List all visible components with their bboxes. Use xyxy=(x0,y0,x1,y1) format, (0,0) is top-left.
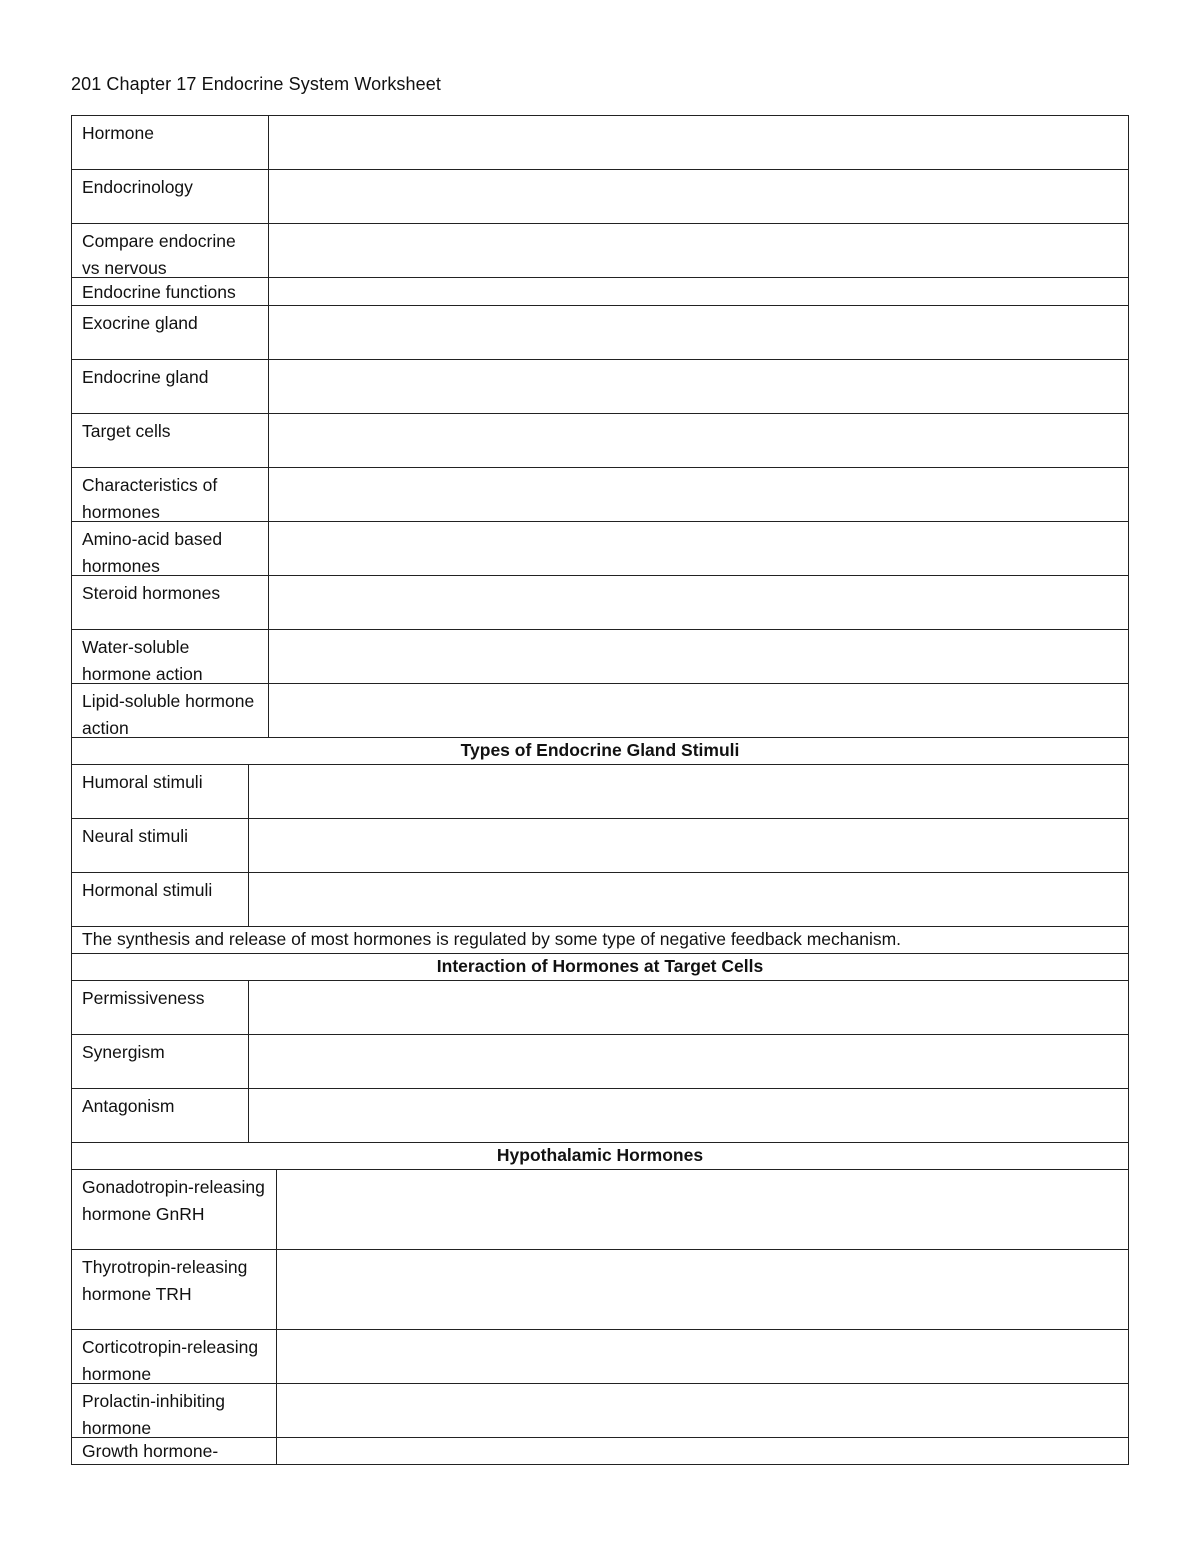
table-row xyxy=(72,170,1128,224)
table-row xyxy=(72,1170,1128,1250)
answer-cell[interactable] xyxy=(269,684,1128,737)
answer-cell[interactable] xyxy=(269,576,1128,629)
answer-cell[interactable] xyxy=(269,414,1128,467)
table-row xyxy=(72,224,1128,278)
answer-cell[interactable] xyxy=(269,116,1128,169)
row-label: Synergism xyxy=(72,1035,249,1088)
table-row xyxy=(72,360,1128,414)
feedback-note: The synthesis and release of most hormones is regulated by some type of negative feedback mechanism. xyxy=(72,927,1128,954)
table-row xyxy=(72,765,1128,819)
table-row xyxy=(72,414,1128,468)
table-row xyxy=(72,306,1128,360)
answer-cell[interactable] xyxy=(269,360,1128,413)
row-label: Antagonism xyxy=(72,1089,249,1142)
table-row xyxy=(72,873,1128,927)
table-row xyxy=(72,1384,1128,1438)
answer-cell[interactable] xyxy=(249,981,1128,1034)
table-row xyxy=(72,1330,1128,1384)
row-label: Characteristics of hormones xyxy=(72,468,269,521)
table-row xyxy=(72,576,1128,630)
table-row xyxy=(72,522,1128,576)
answer-cell[interactable] xyxy=(249,819,1128,872)
row-label: Hormonal stimuli xyxy=(72,873,249,926)
answer-cell[interactable] xyxy=(277,1438,1128,1464)
worksheet-table xyxy=(71,115,1129,1465)
answer-cell[interactable] xyxy=(269,170,1128,223)
table-row xyxy=(72,116,1128,170)
answer-cell[interactable] xyxy=(277,1250,1128,1329)
row-label: Amino-acid based hormones xyxy=(72,522,269,575)
answer-cell[interactable] xyxy=(269,630,1128,683)
row-label: Growth hormone- xyxy=(72,1438,277,1464)
row-label: Neural stimuli xyxy=(72,819,249,872)
answer-cell[interactable] xyxy=(277,1384,1128,1437)
row-label: Endocrinology xyxy=(72,170,269,223)
table-row xyxy=(72,1250,1128,1330)
answer-cell[interactable] xyxy=(249,1089,1128,1142)
row-label: Prolactin-inhibiting hormone xyxy=(72,1384,277,1437)
section-heading-stimuli: Types of Endocrine Gland Stimuli xyxy=(72,738,1128,765)
row-label: Compare endocrine vs nervous xyxy=(72,224,269,277)
page-title: 201 Chapter 17 Endocrine System Worksheet xyxy=(71,74,441,94)
row-label: Hormone xyxy=(72,116,269,169)
section-heading-interaction: Interaction of Hormones at Target Cells xyxy=(72,954,1128,981)
row-label: Lipid-soluble hormone action xyxy=(72,684,269,737)
table-row xyxy=(72,1438,1128,1465)
answer-cell[interactable] xyxy=(269,522,1128,575)
row-label: Endocrine functions xyxy=(72,278,269,305)
answer-cell[interactable] xyxy=(277,1170,1128,1249)
table-row xyxy=(72,819,1128,873)
row-label: Exocrine gland xyxy=(72,306,269,359)
table-row xyxy=(72,1035,1128,1089)
section-basics xyxy=(71,115,1129,738)
row-label: Humoral stimuli xyxy=(72,765,249,818)
table-row xyxy=(72,1089,1128,1143)
row-label: Water-soluble hormone action xyxy=(72,630,269,683)
section-hypothalamic xyxy=(71,1143,1129,1465)
row-label: Thyrotropin-releasing hormone TRH xyxy=(72,1250,277,1329)
answer-cell[interactable] xyxy=(249,765,1128,818)
answer-cell[interactable] xyxy=(249,1035,1128,1088)
row-label: Endocrine gland xyxy=(72,360,269,413)
section-stimuli xyxy=(71,738,1129,954)
answer-cell[interactable] xyxy=(277,1330,1128,1383)
answer-cell[interactable] xyxy=(269,278,1128,305)
row-label: Corticotropin-releasing hormone xyxy=(72,1330,277,1383)
row-label: Steroid hormones xyxy=(72,576,269,629)
answer-cell[interactable] xyxy=(249,873,1128,926)
row-label: Permissiveness xyxy=(72,981,249,1034)
section-interaction xyxy=(71,954,1129,1143)
section-heading-hypothalamic: Hypothalamic Hormones xyxy=(72,1143,1128,1170)
row-label: Target cells xyxy=(72,414,269,467)
table-row xyxy=(72,468,1128,522)
answer-cell[interactable] xyxy=(269,306,1128,359)
table-row xyxy=(72,630,1128,684)
answer-cell[interactable] xyxy=(269,468,1128,521)
table-row xyxy=(72,684,1128,738)
answer-cell[interactable] xyxy=(269,224,1128,277)
table-row xyxy=(72,981,1128,1035)
row-label: Gonadotropin-releasing hormone GnRH xyxy=(72,1170,277,1249)
table-row xyxy=(72,278,1128,306)
